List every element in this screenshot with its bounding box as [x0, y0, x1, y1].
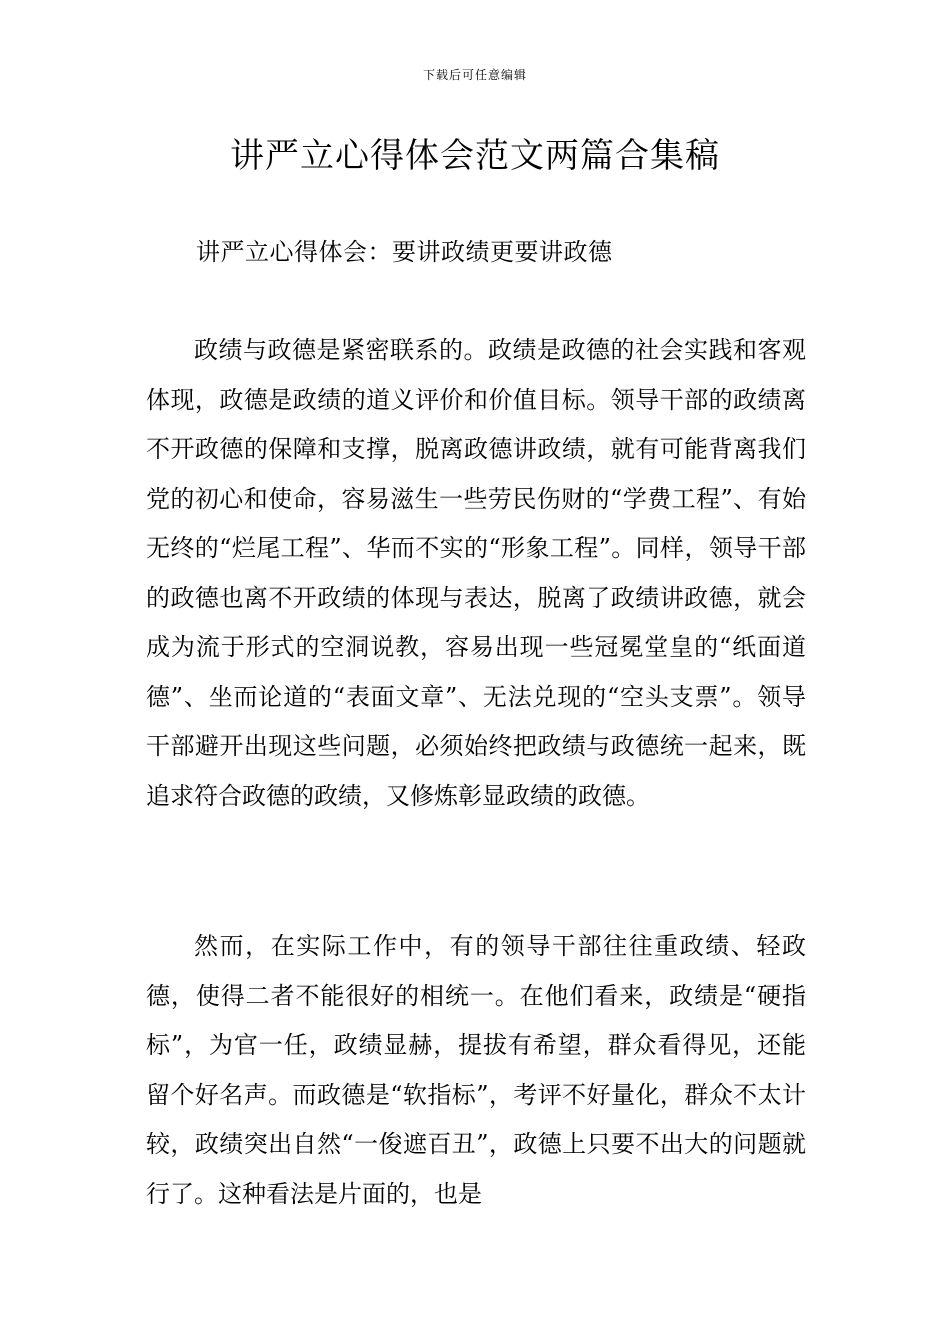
header-note: 下载后可任意编辑 — [422, 68, 527, 82]
document-subtitle: 讲严立心得体会：要讲政绩更要讲政德 — [196, 238, 613, 266]
body-paragraph: 然而，在实际工作中，有的领导干部往往重政绩、轻政德，使得二者不能很好的相统一。在他们看来，政绩是“硬指标”，为官一任，政绩显赫，提拔有希望，群众看得见，还能留个好名声。而政德是“软指标”，考评不好量化，群众不太计较，政绩突出自然“一俊遮百丑”，政德上只要不出大的问题就行了。这种看法是片面的，也是 — [146, 932, 806, 1208]
body-paragraph: 政绩与政德是紧密联系的。政绩是政德的社会实践和客观体现，政德是政绩的道义评价和价值目标。领导干部的政绩离不开政德的保障和支撑，脱离政德讲政绩，就有可能背离我们党的初心和使命，容易滋生一些劳民伤财的“学费工程”、有始无终的“烂尾工程”、华而不实的“形象工程”。同样，领导干部的政德也离不开政绩的体现与表达，脱离了政绩讲政德，就会成为流于形式的空洞说教，容易出现一些冠冕堂皇的“纸面道德”、坐而论道的“表面文章”、无法兑现的“空头支票”。领导干部避开出现这些问题，必须始终把政绩与政德统一起来，既追求符合政德的政绩，又修炼彰显政绩的政德。 — [146, 336, 806, 810]
document-title: 讲严立心得体会范文两篇合集稿 — [230, 136, 720, 176]
